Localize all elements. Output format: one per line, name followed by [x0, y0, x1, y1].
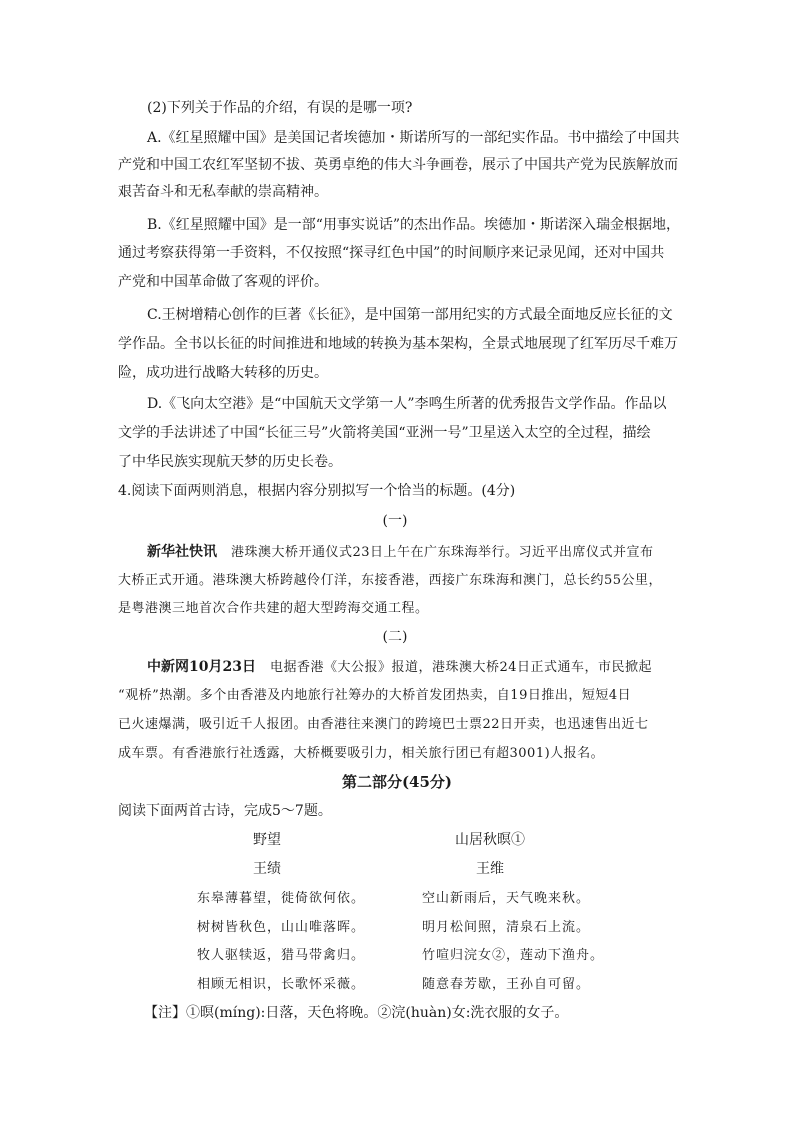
- poem2-line-2: 明月松间照，清泉石上流。: [422, 920, 591, 935]
- news2-line-4: 成车票。有香港旅行社透露，大桥概要吸引力，相关旅行团已有超3001)人报名。: [118, 746, 605, 761]
- poem2-line-3: 竹喧归浣女②，莲动下渔舟。: [422, 948, 605, 963]
- poem1-line-4: 相顾无相识，长歌怀采薇。: [197, 977, 366, 992]
- news1-line-2: 大桥正式开通。港珠澳大桥跨越伶仃洋，东接香港，西接广东珠海和澳门，总长约55公里，: [118, 573, 663, 588]
- q2-option-c-line-3: 险，成功进行战略大转移的历史。: [118, 365, 328, 381]
- q2-option-a-line-2: 产党和中国工农红军坚韧不拔、英勇卓绝的伟大斗争画卷，展示了中国共产党为民族解放而: [118, 157, 678, 173]
- q2-option-b-line-1: B.《红星照耀中国》是一部“用事实说话”的杰出作品。埃德加・斯诺深入瑞金根据地，: [147, 217, 681, 233]
- q2-option-c-line-1: C.王树增精心创作的巨著《长征》，是中国第一部用纪实的方式最全面地反应长征的文: [147, 307, 673, 323]
- q2-option-a-line-1: A.《红星照耀中国》是美国记者埃德加・斯诺所写的一部纪实作品。书中描绘了中国共: [147, 130, 680, 146]
- poem1-author: 王绩: [253, 861, 281, 877]
- news1-label: (一): [382, 513, 408, 529]
- poem2-line-4: 随意春芳歇，王孙自可留。: [422, 977, 591, 992]
- poem-note: 【注】①暝(míng):日落，天色将晚。②浣(huàn)女:洗衣服的女子。: [144, 1005, 569, 1021]
- q2-option-c-line-2: 学作品。全书以长征的时间推进和地域的转换为基本架构，全景式地展现了红军历尽千难万: [118, 336, 678, 352]
- news2-line-1: [147, 657, 652, 678]
- poem1-line-2: 树树皆秋色，山山唯落晖。: [197, 920, 366, 935]
- news2-label: (二): [382, 629, 408, 645]
- q2-option-d-line-3: 了中华民族实现航天梦的历史长卷。: [118, 454, 342, 470]
- q2-option-d-line-1: D.《飞向太空港》是“中国航天文学第一人”李鸣生所著的优秀报告文学作品。作品以: [147, 396, 667, 412]
- q2-stem: (2)下列关于作品的介绍，有误的是哪一项?: [147, 100, 413, 116]
- news1-lead: 新华社快讯: [147, 544, 217, 560]
- q2-option-a-line-3: 艰苦奋斗和无私奉献的崇高精神。: [118, 184, 328, 200]
- q4-stem: 4.阅读下面两则消息，根据内容分别拟写一个恰当的标题。(4分): [118, 483, 516, 499]
- poem1-line-1: 东皋薄暮望，徙倚欲何依。: [197, 891, 366, 906]
- poem2-line-1: 空山新雨后，天气晚来秋。: [422, 891, 591, 906]
- news2-text-1: 电据香港《大公报》报道，港珠澳大桥24日正式通车，市民掀起: [269, 660, 653, 675]
- news2-lead: 中新网10月23日: [147, 659, 256, 675]
- q2-option-b-line-2: 通过考察获得第一手资料，不仅按照“探寻红色中国”的时间顺序来记录见闻，还对中国共: [118, 245, 665, 261]
- part2-title: 第二部分(45分): [341, 773, 453, 791]
- news1-text-1: 港珠澳大桥开通仪式23日上午在广东珠海举行。习近平出席仪式并宣布: [231, 545, 654, 560]
- news2-line-3: 已火速爆满，吸引近千人报团。由香港往来澳门的跨境巴士票22日开卖，也迅速售出近七: [118, 717, 649, 732]
- news1-line-1: [147, 542, 654, 563]
- q2-option-d-line-2: 文学的手法讲述了中国“长征三号”火箭将美国“亚洲一号”卫星送入太空的全过程，描绘: [118, 425, 651, 441]
- part2-instruction: 阅读下面两首古诗，完成5～7题。: [118, 803, 332, 819]
- news1-line-3: 是粤港澳三地首次合作共建的超大型跨海交通工程。: [118, 601, 429, 616]
- poem2-title: 山居秋暝①: [455, 832, 525, 848]
- q2-option-b-line-3: 产党和中国革命做了客观的评价。: [118, 274, 328, 290]
- poem1-title: 野望: [253, 832, 281, 848]
- news2-line-2: “观桥”热潮。多个由香港及内地旅行社筹办的大桥首发团热卖，自19日推出，短短4日: [118, 688, 632, 703]
- poem1-line-3: 牧人驱犊返，猎马带禽归。: [197, 948, 366, 963]
- poem2-author: 王维: [476, 861, 504, 877]
